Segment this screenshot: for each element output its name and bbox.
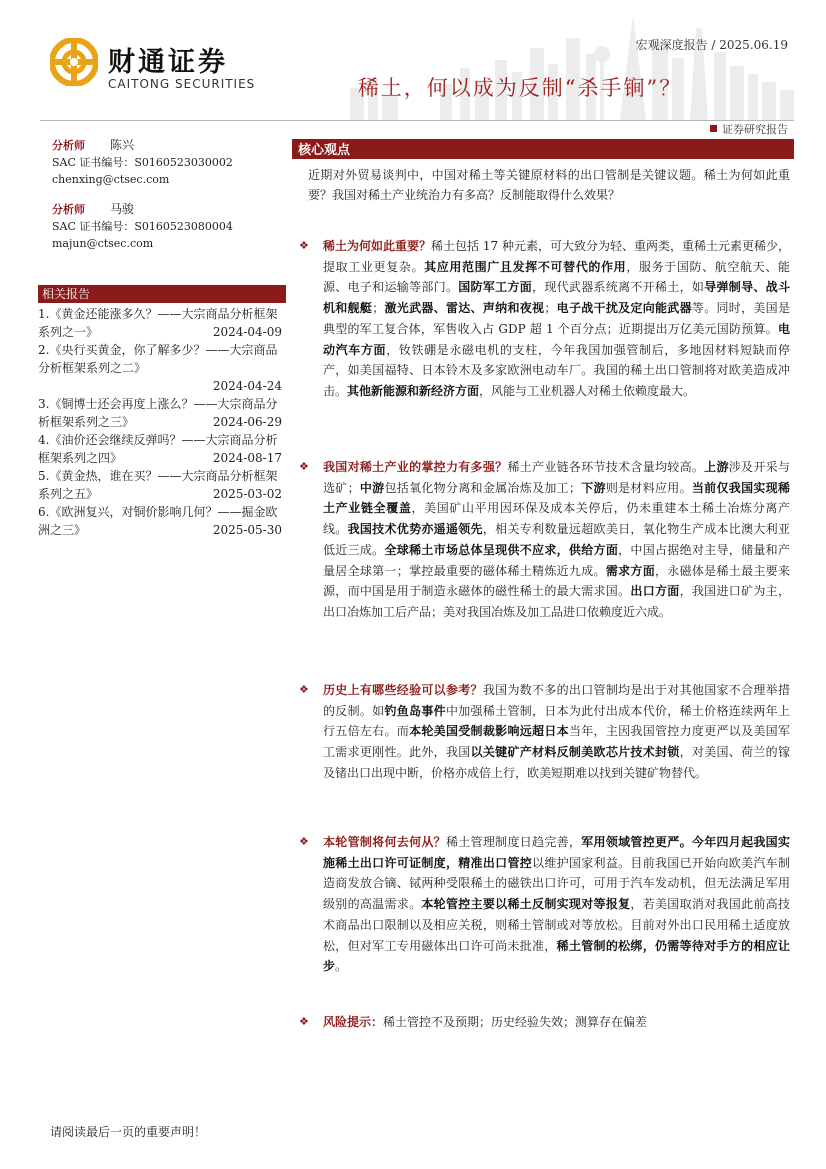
related-report-title: 1.《黄金还能涨多久？——大宗商品分析框架系列之一》 bbox=[38, 307, 278, 339]
core-intro: 近期对外贸易谈判中，中国对稀土等关键原材料的出口管制是关键议题。稀土为何如此重要？我国对稀土产业统治力有多高？反制能取得什么效果？ bbox=[308, 168, 790, 202]
body-text: ，现代武器系统离不开稀土，如 bbox=[532, 280, 705, 295]
brand-name-cn: 财通证券 bbox=[108, 47, 228, 78]
diamond-bullet-icon: ❖ bbox=[299, 239, 309, 252]
analyst-name-row bbox=[52, 201, 292, 218]
related-report-title: 6.《欧洲复兴，对铜价影响几何？——掘金欧洲之三》 bbox=[38, 505, 278, 537]
related-report-date: 2024-04-24 bbox=[209, 377, 282, 395]
doc-type-text: 证券研究报告 bbox=[722, 123, 788, 136]
body-text: 稀土管理制度日趋完善， bbox=[445, 835, 582, 849]
body-text: ，美国矿山平用因环保及成本关停后，仍未重建本土稀土冶炼分离产线。 bbox=[323, 501, 790, 537]
related-report-date: 2025-05-30 bbox=[209, 521, 282, 539]
square-bullet-icon bbox=[710, 125, 717, 132]
viewpoint-paragraph bbox=[300, 832, 790, 977]
analyst-email[interactable]: majun@ctsec.com bbox=[52, 237, 154, 250]
report-meta: 宏观深度报告 / 2025.06.19 bbox=[635, 38, 788, 52]
emphasis-text: 导弹制导、战斗机和舰艇 bbox=[323, 280, 790, 316]
paragraph-text bbox=[300, 832, 790, 977]
related-reports-heading: 相关报告 bbox=[38, 285, 286, 303]
body-text: 涉及开采与选矿； bbox=[323, 460, 790, 495]
footer-disclaimer: 请阅读最后一页的重要声明！ bbox=[50, 1125, 207, 1139]
emphasis-text: 其他新能源和新经济方面 bbox=[347, 383, 480, 398]
related-report-item[interactable] bbox=[38, 503, 286, 539]
analyst-name-row bbox=[52, 137, 292, 154]
diamond-bullet-icon: ❖ bbox=[299, 683, 309, 696]
related-report-item[interactable] bbox=[38, 395, 286, 431]
related-report-item[interactable] bbox=[38, 305, 286, 341]
paragraph-text bbox=[300, 1012, 790, 1033]
analyst-name: 陈兴 bbox=[110, 138, 135, 152]
body-text: 稀土包括 17 种元素，可大致分为轻、重两类，重稀土元素更稀少，提取工业更复杂。 bbox=[323, 239, 790, 274]
report-title: 稀土，何以成为反制“杀手锏”？ bbox=[357, 76, 683, 100]
emphasis-text: 出口方面 bbox=[630, 584, 680, 599]
related-report-item[interactable] bbox=[38, 341, 286, 395]
emphasis-text: 国防军工方面 bbox=[458, 280, 533, 295]
paragraph-text bbox=[300, 236, 790, 402]
body-text: 中加强稀土管制，日本为此付出成本代价，稀土价格连续两年上行五倍左右。而 bbox=[323, 703, 790, 739]
related-report-date: 2024-06-29 bbox=[209, 413, 282, 431]
risk-warning bbox=[300, 1012, 790, 1033]
viewpoint-paragraph bbox=[300, 680, 790, 784]
emphasis-text: 当前仅我国实现稀土产业链全覆盖 bbox=[323, 480, 790, 516]
emphasis-text: 需求方面 bbox=[605, 563, 655, 578]
emphasis-text: 稀土管制的松绑，仍需等待对手方的相应让步 bbox=[323, 938, 790, 974]
diamond-bullet-icon: ❖ bbox=[299, 460, 309, 473]
analyst-card bbox=[52, 201, 292, 252]
related-report-date: 2024-08-17 bbox=[209, 449, 282, 467]
related-report-title: 2.《央行买黄金，你了解多少？——大宗商品分析框架系列之二》 bbox=[38, 343, 278, 375]
paragraph-text bbox=[300, 680, 790, 784]
question-heading: 我国对稀土产业的掌控力有多强？ bbox=[323, 460, 508, 474]
body-text: 包括氧化物分离和金属冶炼及加工； bbox=[384, 480, 581, 495]
body-text: ； bbox=[372, 301, 385, 316]
emphasis-text: 下游 bbox=[580, 480, 606, 495]
emphasis-text: 全球稀土市场总体呈现供不应求，供给方面 bbox=[384, 542, 619, 557]
body-text: ，钕铁硼是永磁电机的支柱，今年我国加强管制后，多地因材料短缺而停产，如美国福特、日本铃木及多家欧洲电动车厂。我国的稀土出口管制将对欧美造成冲击。 bbox=[323, 342, 790, 398]
diamond-bullet-icon: ❖ bbox=[299, 1015, 309, 1028]
emphasis-text: 上游 bbox=[704, 460, 729, 474]
body-text: ，服务于国防、航空航天、能源、电子和运输等部门。 bbox=[323, 259, 790, 295]
analyst-sac: SAC 证书编号：S0160523080004 bbox=[52, 220, 233, 233]
body-text: ，永磁体是稀土最主要来源，而中国是用于制造永磁体的磁性稀土的最大需求国。 bbox=[323, 563, 790, 599]
emphasis-text: 钓鱼岛事件 bbox=[384, 703, 446, 718]
related-report-title: 3.《铜博士还会再度上涨么？——大宗商品分析框架系列之三》 bbox=[38, 397, 278, 429]
emphasis-text: 激光武器、雷达、声纳和夜视 bbox=[384, 301, 545, 316]
core-viewpoints-heading-text: 核心观点 bbox=[298, 143, 351, 158]
header-divider bbox=[40, 120, 794, 121]
question-heading: 历史上有哪些经验可以参考？ bbox=[323, 683, 483, 697]
emphasis-text: 以关键矿产材料反制美欧芯片技术封锁 bbox=[470, 745, 680, 760]
related-report-title: 4.《油价还会继续反弹吗？——大宗商品分析框架系列之四》 bbox=[38, 433, 278, 465]
related-report-date: 2025-03-02 bbox=[209, 485, 282, 503]
risk-heading: 风险提示： bbox=[323, 1015, 384, 1029]
emphasis-text: 军用领域管控更严。今年四月起我国实施稀土出口许可证制度，精准出口管控 bbox=[323, 835, 790, 870]
analyst-name: 马骏 bbox=[110, 202, 135, 216]
core-viewpoints-heading bbox=[292, 139, 794, 159]
body-text: ，对美国、荷兰的镓及锗出口出现中断，价格亦成倍上行，欧美短期难以找到关键矿物替代。 bbox=[323, 745, 790, 780]
doc-type-label bbox=[710, 121, 788, 137]
paragraph-text bbox=[300, 457, 790, 623]
body-text: ，相关专利数量远超欧美日，氧化物生产成本比澳大利亚低近三成。 bbox=[323, 522, 790, 557]
viewpoint-paragraph bbox=[300, 457, 790, 623]
question-heading: 本轮管制将何去何从？ bbox=[323, 835, 446, 849]
body-text: 我国为数不多的出口管制均是出于对其他国家不合理举措的反制。如 bbox=[323, 683, 790, 718]
brand-name-en: CAITONG SECURITIES bbox=[108, 77, 256, 91]
analyst-sac: SAC 证书编号：S0160523030002 bbox=[52, 156, 233, 169]
body-text: 稀土产业链各环节技术含量均较高。 bbox=[507, 460, 705, 474]
emphasis-text: 中游 bbox=[359, 480, 385, 495]
emphasis-text: 本轮管控主要以稀土反制实现对等报复 bbox=[421, 897, 631, 912]
body-text: ，我国进口矿为主，出口冶炼加工后产品；美对我国冶炼及加工品进口依赖度近六成。 bbox=[323, 584, 790, 619]
emphasis-text: 我国技术优势亦遥遥领先 bbox=[347, 522, 483, 537]
related-report-item[interactable] bbox=[38, 467, 286, 503]
analyst-email[interactable]: chenxing@ctsec.com bbox=[52, 173, 170, 186]
analyst-role: 分析师 bbox=[52, 203, 85, 216]
related-report-date: 2024-04-09 bbox=[209, 323, 282, 341]
body-text: ； bbox=[544, 301, 557, 316]
city-skyline-decoration bbox=[290, 8, 800, 120]
body-text: 当年，主因我国管控力度更严以及美国军工需求更刚性。此外，我国 bbox=[323, 724, 790, 760]
emphasis-text: 电子战干扰及定向能武器 bbox=[556, 301, 692, 316]
emphasis-text: 本轮美国受制裁影响远超日本 bbox=[409, 724, 569, 739]
related-reports-list bbox=[38, 305, 286, 539]
body-text: ，若美国取消对我国此前高技术商品出口限制以及相应关税，则稀土管制或对等放松。目前对外出口民用稀土适度放松，但对军工专用磁体出口许可尚未批准， bbox=[323, 897, 790, 953]
body-text: ，风能与工业机器人对稀土依赖度最大。 bbox=[479, 383, 696, 398]
emphasis-text: 电动汽车方面 bbox=[323, 321, 790, 357]
body-text: 。 bbox=[335, 959, 348, 974]
viewpoint-paragraph bbox=[300, 236, 790, 402]
analyst-card bbox=[52, 137, 292, 188]
emphasis-text: 其应用范围广且发挥不可替代的作用 bbox=[424, 259, 627, 274]
related-report-title: 5.《黄金热，谁在买？——大宗商品分析框架系列之五》 bbox=[38, 469, 278, 501]
body-text: 稀土管控不及预期；历史经验失效；测算存在偏差 bbox=[383, 1015, 648, 1029]
body-text: 等。同时，美国是典型的军工复合体，军售收入占 GDP 超 1 个百分点；近期提出万亿美元国防预算。 bbox=[323, 301, 790, 336]
body-text: 以维护国家利益。目前我国已开始向欧美汽车制造商发放合镝、铽两种受限稀土的磁铁出口许可，可用于汽车发动机，但无法满足军用级别的高温需求。 bbox=[323, 855, 790, 912]
body-text: ，中国占据绝对主导，储量和产量居全球第一；掌控最重要的磁体稀土精炼近九成。 bbox=[323, 542, 790, 578]
analyst-role: 分析师 bbox=[52, 139, 85, 152]
body-text: 则是材料应用。 bbox=[605, 480, 692, 495]
diamond-bullet-icon: ❖ bbox=[299, 835, 309, 848]
related-report-item[interactable] bbox=[38, 431, 286, 467]
caitong-logo-icon bbox=[50, 38, 98, 86]
question-heading: 稀土为何如此重要？ bbox=[323, 239, 432, 253]
company-logo bbox=[50, 38, 256, 98]
